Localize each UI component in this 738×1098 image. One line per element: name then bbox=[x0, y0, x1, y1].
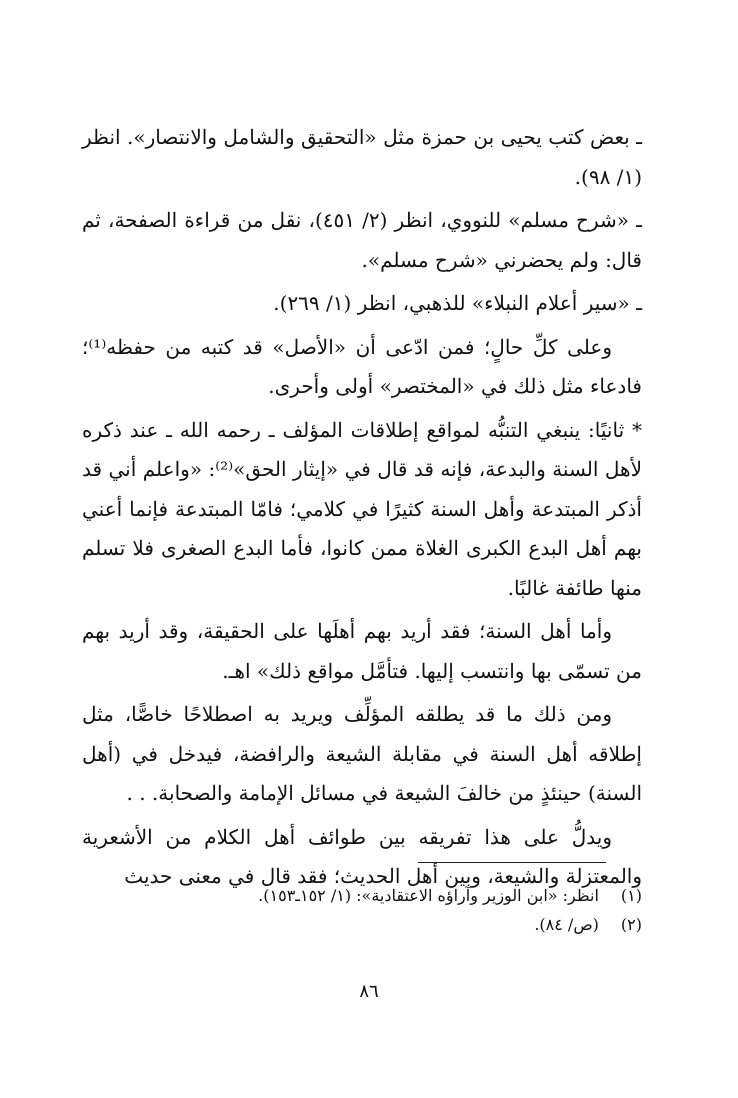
footnote-text: انظر: «ابن الوزير وآراؤه الاعتقادية»: (١/ ١٥٢ـ١٥٣). bbox=[258, 886, 599, 905]
footnote-divider bbox=[418, 862, 606, 863]
paragraph-list-item-1: ـ بعض كتب يحيى بن حمزة مثل «التحقيق والشامل والانتصار». انظر (١/ ٩٨). bbox=[82, 125, 642, 189]
footnote-number: (٢) bbox=[620, 915, 642, 934]
paragraph-list-item-3: ـ «سير أعلام النبلاء» للذهبي، انظر (١/ ٢٦٩). bbox=[273, 291, 642, 315]
paragraph-list-item-2: ـ «شرح مسلم» للنووي، انظر (٢/ ٤٥١)، نقل من قراءة الصفحة، ثم قال: ولم يحضرني «شرح مسلم». bbox=[82, 208, 642, 272]
paragraph-5: * ثانيًا: ينبغي التنبُّه لمواقع إطلاقات المؤلف ـ رحمه الله ـ عند ذكره لأهل السنة والبدعة، فإنه قد قال في «إيثار الحق»⁽²⁾: «واعلم أني قد أذكر المبتدعة وأهل السنة كثيرًا في كلامي؛ فامّا المبتدعة فإنما أعني بهم أهل البدع الكبرى الغلاة ممن كانوا، فأما البدع الصغرى فلا تسلم منها طائفة غالبًا. bbox=[82, 417, 642, 600]
footnote-1 bbox=[82, 881, 642, 910]
footnotes bbox=[82, 881, 642, 939]
paragraph-8: ويدلُّ على هذا تفريقه بين طوائف أهل الكلام من الأشعرية والمعتزلة والشيعة، وبين أهل الحديث؛ فقد قال في معنى حديث bbox=[82, 824, 642, 888]
page-number: ٨٦ bbox=[359, 981, 379, 1002]
footnote-text: (ص/ ٨٤). bbox=[534, 915, 599, 934]
footnote-2 bbox=[82, 910, 642, 939]
footnote-number: (١) bbox=[620, 886, 642, 905]
main-text bbox=[82, 118, 642, 897]
paragraph-7: ومن ذلك ما قد يطلقه المؤلِّف ويريد به اصطلاحًا خاصًّا، مثل إطلاقه أهل السنة في مقابلة الشيعة والرافضة، فيدخل في (أهل السنة) حينئذٍ من خالفَ الشيعة في مسائل الإمامة والصحابة. . . bbox=[82, 702, 642, 805]
paragraph-4: وعلى كلِّ حالٍ؛ فمن ادّعى أن «الأصل» قد كتبه من حفظه⁽¹⁾؛ فادعاء مثل ذلك في «المختصر» أولى وأحرى. bbox=[82, 334, 642, 398]
paragraph-6: وأما أهل السنة؛ فقد أريد بهم أهلَها على الحقيقة، وقد أريد بهم من تسمّى بها وانتسب إليها. فتأمَّل مواقع ذلك» اهـ. bbox=[82, 619, 642, 683]
